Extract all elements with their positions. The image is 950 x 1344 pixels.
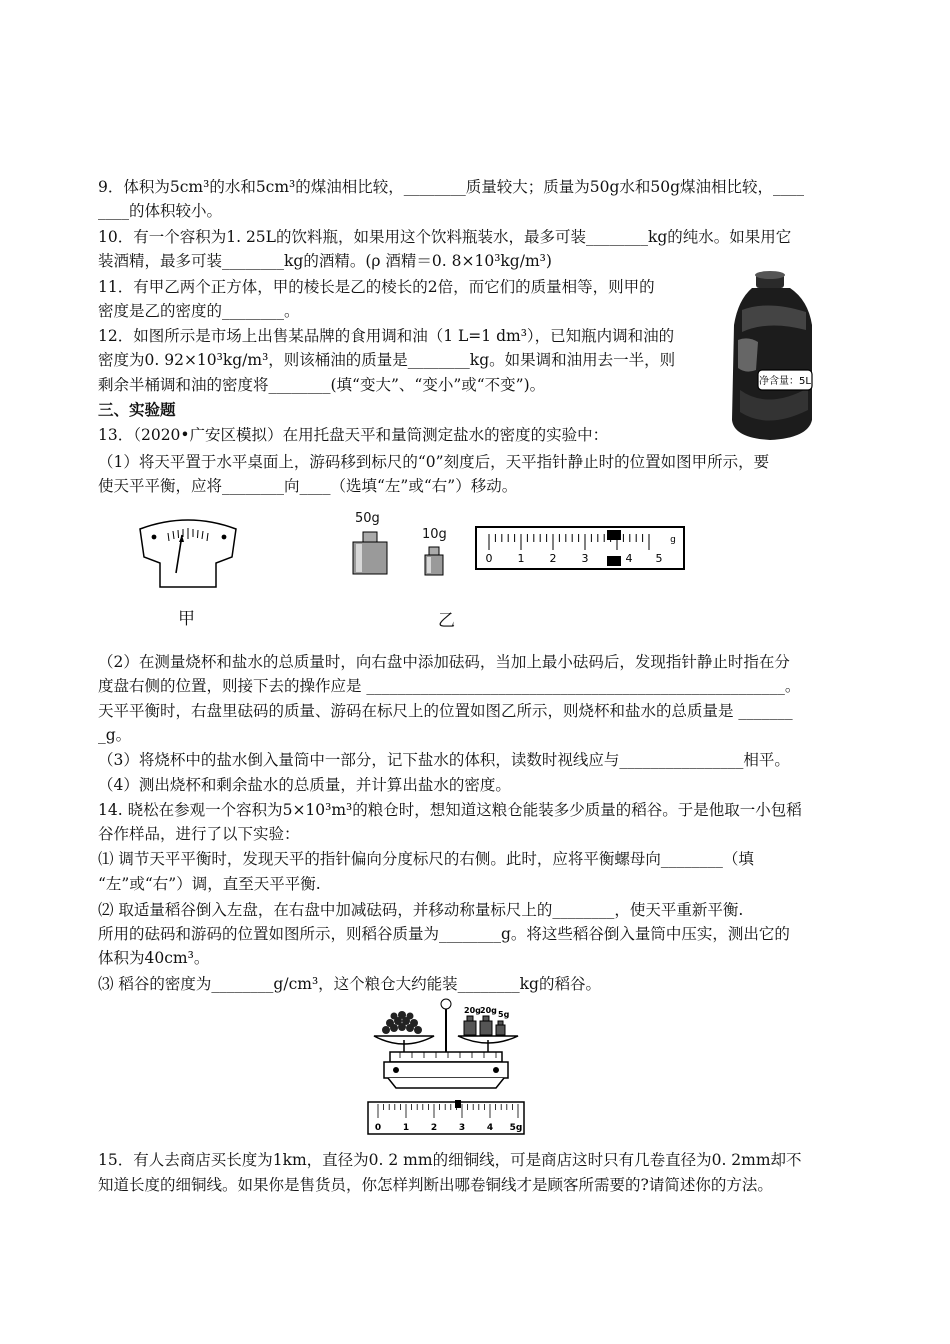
- balance-tick-3: 3: [458, 1123, 466, 1133]
- q14-line2: 谷作样品，进行了以下实验：: [98, 825, 300, 843]
- q13-p4: （4）测出烧杯和剩余盐水的总质量，并计算出盐水的密度。: [98, 776, 511, 794]
- balance-figure: [366, 996, 528, 1138]
- weight-50g-icon: [350, 530, 390, 576]
- balance-tick-5: 5g: [509, 1123, 523, 1133]
- q13-p1-line1: （1）将天平置于水平桌面上，游码移到标尺的“0”刻度后，天平指针静止时的位置如图甲所示，要: [98, 453, 770, 471]
- q12-line2: 密度为0. 92×10³kg/m³，则该桶油的质量是________kg。如果调和油用去一半，则: [98, 351, 676, 369]
- q13-line1: 13．（2020•广安区模拟）在用托盘天平和量筒测定盐水的密度的实验中：: [98, 426, 609, 444]
- q11-line2: 密度是乙的密度的________。: [98, 302, 300, 320]
- bottle-label: 净含量：5L: [759, 376, 811, 387]
- caption-yi: 乙: [438, 611, 455, 631]
- q14-p2-line2: 所用的砝码和游码的位置如图所示，则稻谷质量为________g。将这些稻谷倒入量筒中压实，测出它的: [98, 925, 790, 943]
- scale-tick-2: 2: [549, 552, 557, 565]
- q14-p3: ⑶ 稻谷的密度为________g/cm³，这个粮仓大约能装________kg的稻谷。: [98, 975, 601, 993]
- q12-line3: 剩余半桶调和油的密度将________(填“变大”、“变小”或“不变”)。: [98, 376, 546, 394]
- scale-tick-4: 4: [625, 552, 633, 565]
- weight-10g-label: 10g: [422, 527, 447, 542]
- q13-p2-line4: _g。: [98, 726, 132, 744]
- scale-tick-5: 5: [655, 552, 663, 565]
- section-title: 三、实验题: [98, 400, 176, 419]
- dial-figure: [138, 515, 238, 595]
- q14-line1: 14. 晓松在参观一个容积为5×10³m³的粮仓时，想知道这粮仓能装多少质量的稻谷。于是他取一小包稻: [98, 801, 802, 819]
- q14-p1-line2: “左”或“右”）调，直至天平平衡.: [98, 875, 321, 893]
- balance-tick-4: 4: [486, 1123, 494, 1133]
- q10-line1: 10．有一个容积为1. 25L的饮料瓶，如果用这个饮料瓶装水，最多可装________kg的纯水。如果用它: [98, 228, 792, 246]
- caption-jia: 甲: [178, 609, 195, 629]
- weight-50g-label: 50g: [355, 511, 380, 526]
- scale-tick-1: 1: [517, 552, 525, 565]
- q13-p2-line3: 天平平衡时，右盘里砝码的质量、游码在标尺上的位置如图乙所示，则烧杯和盐水的总质量是 _______: [98, 702, 793, 720]
- balance-weight-1: 20g: [464, 1006, 481, 1015]
- balance-weight-2: 20g: [480, 1006, 497, 1015]
- q9-line1: 9．体积为5cm³的水和5cm³的煤油相比较，________质量较大；质量为50g水和50g煤油相比较，____: [98, 178, 805, 196]
- scale-tick-3: 3: [581, 552, 589, 565]
- weight-10g-icon: [422, 545, 446, 577]
- q14-p2-line3: 体积为40cm³。: [98, 949, 210, 967]
- scale-unit: g: [670, 535, 676, 545]
- balance-tick-1: 1: [402, 1123, 410, 1133]
- q15-line1: 15．有人去商店买长度为1km，直径为0. 2 mm的细铜线，可是商店这时只有几卷直径为0. 2mm却不: [98, 1151, 802, 1169]
- q12-line1: 12．如图所示是市场上出售某品牌的食用调和油（1 L=1 dm³），已知瓶内调和油的: [98, 327, 675, 345]
- q14-p1-line1: ⑴ 调节天平平衡时，发现天平的指针偏向分度标尺的右侧。此时，应将平衡螺母向________（填: [98, 850, 754, 868]
- q13-p2-line1: （2）在测量烧杯和盐水的总质量时，向右盘中添加砝码，当加上最小砝码后，发现指针静止时指在分: [98, 653, 790, 671]
- balance-tick-2: 2: [430, 1123, 438, 1133]
- rider-scale-figure: [475, 526, 687, 572]
- q9-line2: ____的体积较小。: [98, 202, 223, 220]
- q13-p2-line2: 度盘右侧的位置，则接下去的操作应是 ______________________________________________________。: [98, 677, 801, 695]
- q14-p2-line1: ⑵ 取适量稻谷倒入左盘，在右盘中加减砝码，并移动称量标尺上的________，使天平重新平衡.: [98, 901, 744, 919]
- q15-line2: 知道长度的细铜线。如果你是售货员，你怎样判断出哪卷铜线才是顾客所需要的?请简述你的方法。: [98, 1176, 773, 1194]
- q13-p1-line2: 使天平平衡，应将________向____（选填“左”或“右”）移动。: [98, 477, 518, 495]
- q13-p3: （3）将烧杯中的盐水倒入量筒中一部分，记下盐水的体积，读数时视线应与________________相平。: [98, 751, 790, 769]
- balance-weight-3: 5g: [498, 1010, 510, 1019]
- q11-line1: 11．有甲乙两个正方体，甲的棱长是乙的棱长的2倍，而它们的质量相等，则甲的: [98, 278, 655, 296]
- q10-line2: 装酒精，最多可装________kg的酒精。(ρ 酒精＝0. 8×10³kg/m³): [98, 252, 552, 270]
- balance-tick-0: 0: [374, 1123, 382, 1133]
- scale-tick-0: 0: [485, 552, 493, 565]
- oil-bottle-figure: [728, 270, 818, 442]
